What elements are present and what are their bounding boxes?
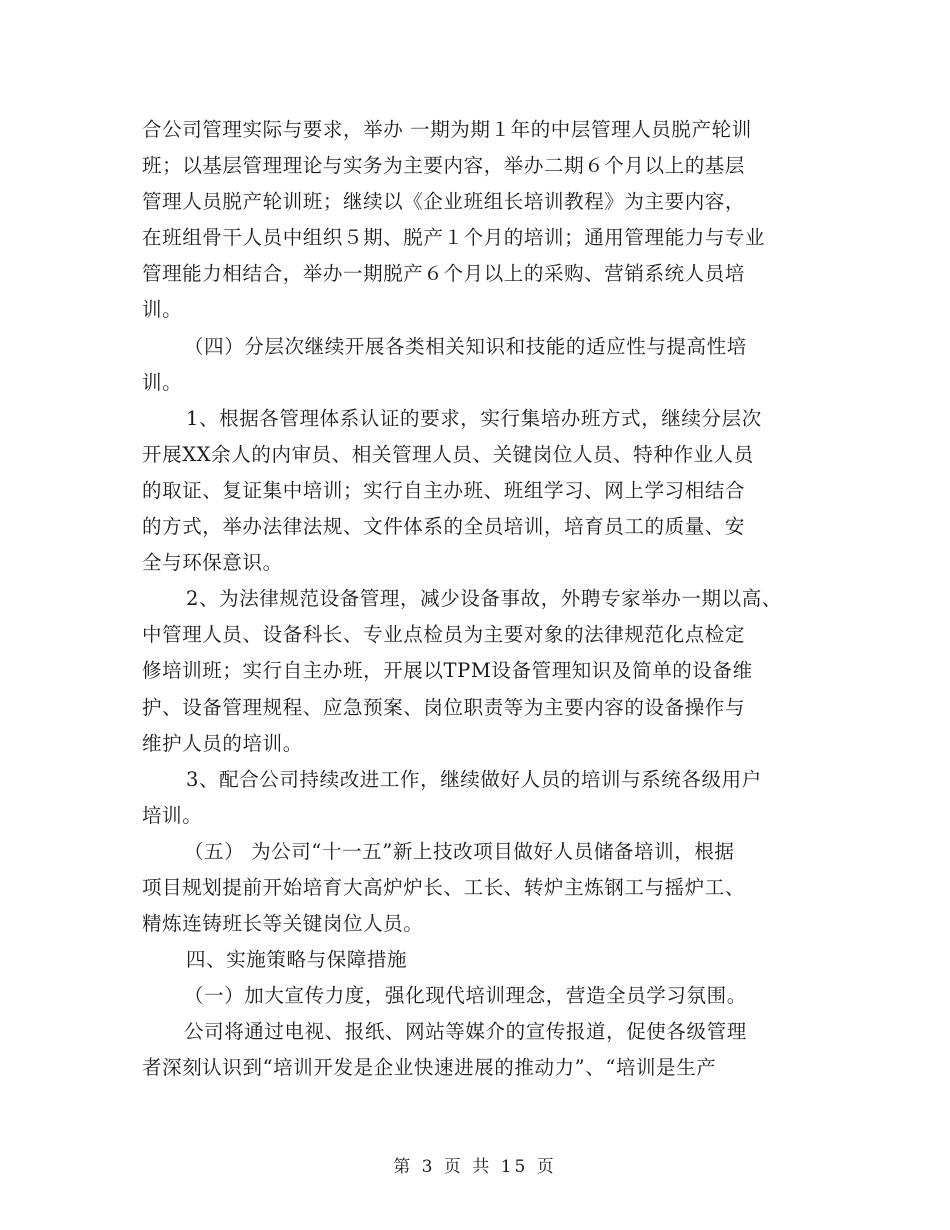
list-item-1: 1、根据各管理体系认证的要求，实行集培办班方式，继续分层次: [186, 406, 762, 430]
paragraph-start: 公司将通过电视、报纸、网站等媒介的宣传报道，促使各级管理: [184, 1020, 747, 1044]
section-heading-5: （五） 为公司“十一五”新上技改项目做好人员储备培训，根据: [184, 839, 735, 863]
text-line: 全与环保意识。: [142, 551, 283, 575]
text-line: 的方式，举办法律法规、文件体系的全员培训，培育员工的质量、安: [142, 515, 746, 539]
text-line: 培训。: [142, 803, 203, 827]
text-line: 维护人员的培训。: [142, 731, 303, 755]
text-line: 管理人员脱产轮训班；继续以《企业班组长培训教程》为主要内容，: [142, 190, 746, 214]
text-line: 修培训班；实行自主办班，开展以TPM设备管理知识及简单的设备维: [142, 659, 753, 683]
text-line: 者深刻认识到“培训开发是企业快速进展的推动力”、“培训是生产: [142, 1056, 717, 1080]
text-line: 精炼连铸班长等关键岗位人员。: [142, 912, 424, 936]
section-heading-1: （一）加大宣传力度，强化现代培训理念，营造全员学习氛围。: [184, 984, 747, 1008]
page-number-footer: 第 3 页 共 15 页: [393, 1157, 557, 1177]
text-line: 合公司管理实际与要求，举办 一期为期１年的中层管理人员脱产轮训: [142, 118, 752, 141]
text-line: 的取证、复证集中培训；实行自主办班、班组学习、网上学习相结合: [142, 478, 746, 502]
text-line: 训。: [142, 370, 183, 394]
text-line: 护、设备管理规程、应急预案、岗位职责等为主要内容的设备操作与: [142, 695, 746, 719]
document-body: [142, 112, 822, 1087]
text-line: 中管理人员、设备科长、专业点检员为主要对象的法律规范化点检定: [142, 623, 746, 647]
text-line: 管理能力相结合，举办一期脱产６个月以上的采购、营销系统人员培: [142, 262, 746, 286]
text-line: 开展XX余人的内审员、相关管理人员、关键岗位人员、特种作业人员: [142, 442, 754, 466]
text-line: 项目规划提前开始培育大高炉炉长、工长、转炉主炼钢工与摇炉工、: [142, 875, 746, 899]
text-line: 班；以基层管理理论与实务为主要内容，举办二期６个月以上的基层: [142, 154, 746, 178]
list-item-3: 3、配合公司持续改进工作，继续做好人员的培训与系统各级用户: [186, 767, 762, 791]
list-item-2: 2、为法律规范设备管理，减少设备事故，外聘专家举办一期以高、: [186, 587, 782, 611]
text-line: 在班组骨干人员中组织５期、脱产１个月的培训；通用管理能力与专业: [142, 226, 766, 250]
chapter-heading: 四、实施策略与保障措施: [186, 948, 408, 972]
section-heading-4: （四）分层次继续开展各类相关知识和技能的适应性与提高性培: [184, 334, 747, 358]
text-line: 训。: [142, 298, 183, 322]
